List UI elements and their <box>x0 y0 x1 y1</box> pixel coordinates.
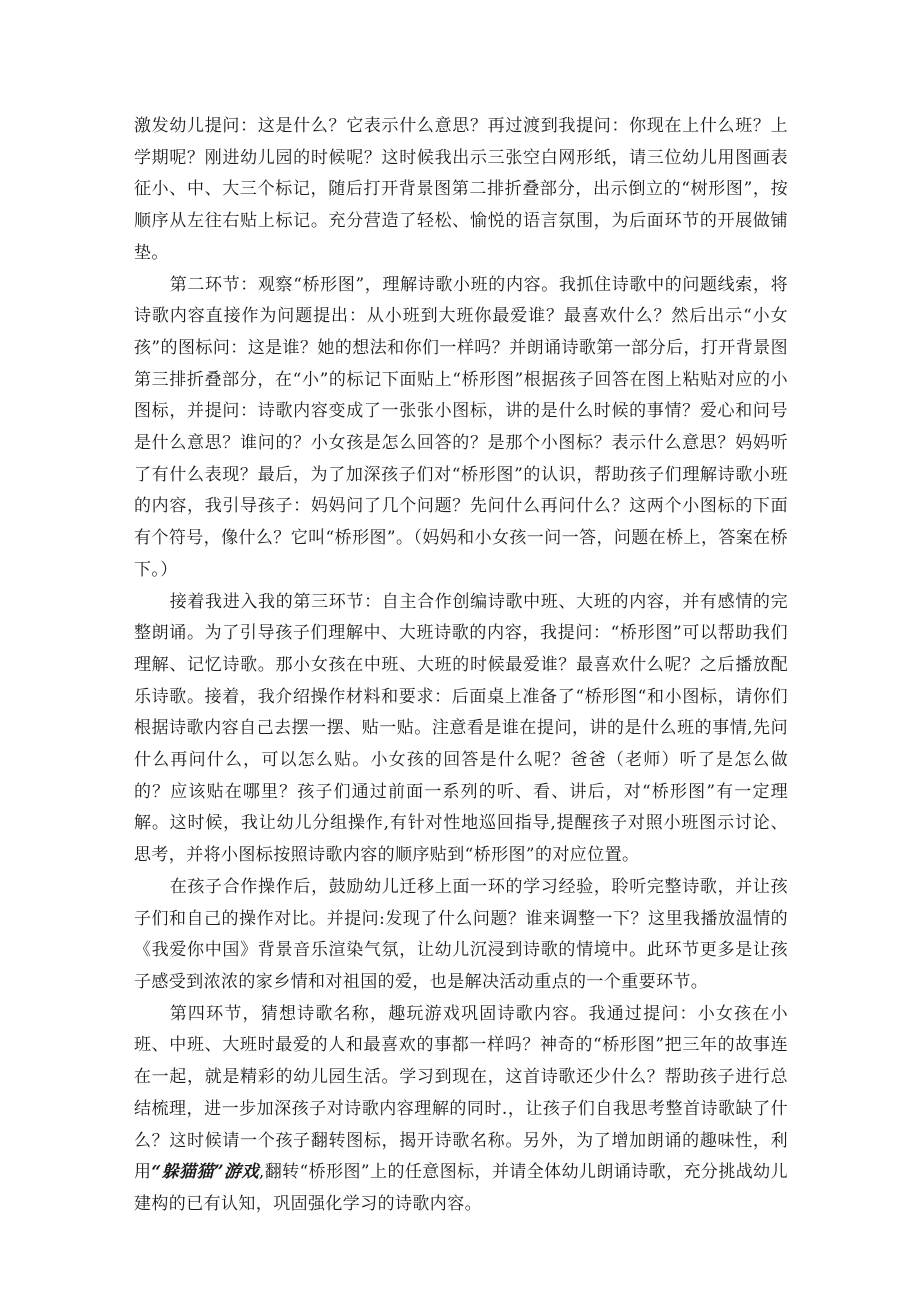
paragraph-2-text: 第二环节：观察“桥形图”，理解诗歌小班的内容。我抓住诗歌中的问题线索，将诗歌内容直接作为问题提出：从小班到大班你最爱谁？最喜欢什么？然后出示“小女孩”的图标问：这是谁？她的想法和你们一样吗？并朗诵诗歌第一部分后，打开背景图第三排折叠部分，在“小”的标记下面贴上“桥形图”根据孩子回答在图上粘贴对应的小图标，并提问：诗歌内容变成了一张张小图标，讲的是什么时候的事情？爱心和问号是什么意思？谁问的？小女孩是怎么回答的？是那个小图标？表示什么意思？妈妈听了有什么表现？最后，为了加深孩子们对“桥形图”的认识，帮助孩子们理解诗歌小班的内容，我引导孩子：妈妈问了几个问题？先问什么再问什么？这两个小图标的下面有个符号，像什么？它叫“桥形图”。（妈妈和小女孩一问一答，问题在桥上，答案在桥下。） <box>134 274 788 580</box>
paragraph-1 <box>134 111 788 270</box>
paragraph-1-text: 激发幼儿提问：这是什么？它表示什么意思？再过渡到我提问：你现在上什么班？上学期呢？刚进幼儿园的时候呢？这时候我出示三张空白网形纸，请三位幼儿用图画表征小、中、大三个标记，随后打开背景图第二排折叠部分，出示倒立的“树形图”，按顺序从左往右贴上标记。充分营造了轻松、愉悦的语言氛围，为后面环节的开展做铺垫。 <box>134 116 788 263</box>
paragraph-4-text: 在孩子合作操作后，鼓励幼儿迁移上面一环的学习经验，聆听完整诗歌，并让孩子们和自己的操作对比。并提问:发现了什么问题？谁来调整一下？这里我播放温情的《我爱你中国》背景音乐渲染气氛，让幼儿沉浸到诗歌的情境中。此环节更多是让孩子感受到浓浓的家乡情和对祖国的爱，也是解决活动重点的一个重要环节。 <box>134 876 788 992</box>
paragraph-5 <box>134 999 788 1221</box>
paragraph-3 <box>134 587 788 872</box>
paragraph-3-text: 接着我进入我的第三环节：自主合作创编诗歌中班、大班的内容，并有感情的完整朗诵。为了引导孩子们理解中、大班诗歌的内容，我提问：“桥形图”可以帮助我们理解、记忆诗歌。那小女孩在中班、大班的时候最爱谁？最喜欢什么呢？之后播放配乐诗歌。接着，我介绍操作材料和要求：后面桌上准备了“桥形图“和小图标，请你们根据诗歌内容自己去摆一摆、贴一贴。注意看是谁在提问，讲的是什么班的事情,先问什么再问什么，可以怎么贴。小女孩的回答是什么呢？爸爸（老师）听了是怎么做的？应该贴在哪里？孩子们通过前面一系列的听、看、讲后，对“桥形图”有一定理解。这时候，我让幼儿分组操作,有针对性地巡回指导,提醒孩子对照小班图示讨论、思考，并将小图标按照诗歌内容的顺序贴到“桥形图”的对应位置。 <box>134 591 788 866</box>
paragraph-2 <box>134 270 788 587</box>
paragraph-5-text-b: ,翻转“桥形图”上的任意图标，并请全体幼儿朗诵诗歌，充分挑战幼儿建构的已有认知，巩固强化学习的诗歌内容。 <box>134 1162 788 1214</box>
document-body <box>134 111 788 1221</box>
paragraph-5-text-a: 第四环节，猜想诗歌名称，趣玩游戏巩固诗歌内容。我通过提问：小女孩在小班、中班、大班时最爱的人和最喜欢的事都一样吗？神奇的“桥形图”把三年的故事连在一起，就是精彩的幼儿园生活。学习到现在，这首诗歌还少什么？帮助孩子进行总结梳理，进一步加深孩子对诗歌内容理解的同时.，让孩子们自我思考整首诗歌缺了什么？这时候请一个孩子翻转图标，揭开诗歌名称。另外，为了增加朗诵的趣味性，利用 <box>134 1003 788 1183</box>
paragraph-5-emphasis: “躲猫猫”游戏 <box>151 1162 259 1183</box>
paragraph-4 <box>134 872 788 999</box>
